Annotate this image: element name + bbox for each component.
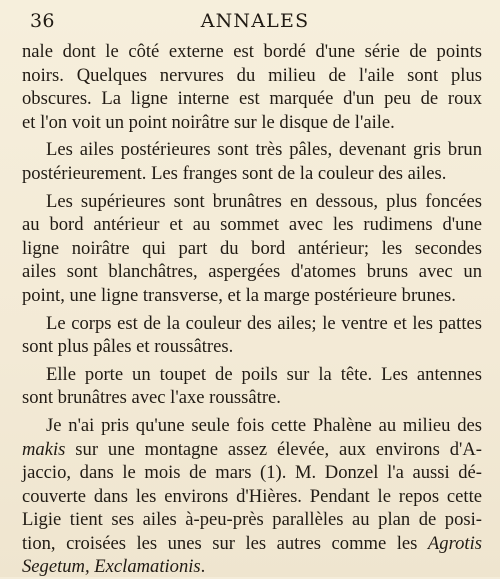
page-header xyxy=(30,10,480,32)
text-line: Je n'ai pris qu'une seule fois cette Phalène au milieu des xyxy=(46,414,482,436)
text-line: Elle porte un toupet de poils sur la tête. Les antennes xyxy=(46,363,482,385)
paragraph-1 xyxy=(22,40,482,134)
paragraph-3 xyxy=(22,190,482,308)
text-line: Le corps est de la couleur des ailes; le ventre et les pattes xyxy=(46,312,482,334)
paragraph-2 xyxy=(22,138,482,185)
text-line: nale dont le côté externe est bordé d'une série de points xyxy=(22,41,482,62)
paragraph-4 xyxy=(22,312,482,359)
paragraph-6 xyxy=(22,414,482,579)
running-title: ANNALES xyxy=(200,10,310,32)
text-line: ligne noirâtre qui part du bord antérieur; les secondes xyxy=(22,237,482,259)
text-line: au bord antérieur et au sommet avec les rudimens d'une xyxy=(22,214,482,236)
italic-term-agrotis: Agrotis xyxy=(427,532,482,554)
text-line xyxy=(22,555,482,579)
italic-term-segetum: Segetum, Exclamationis xyxy=(22,556,201,578)
text-line: noirs. Quelques nervures du milieu de l'aile sont plus xyxy=(22,64,482,86)
text-fragment: sur une montagne assez élevée, aux environs d'A- xyxy=(65,438,482,460)
text-line: sont brunâtres avec l'axe roussâtre. xyxy=(22,387,281,409)
text-line: Les ailes postérieures sont très pâles, devenant gris brun xyxy=(46,139,482,161)
text-line: Ligie tient ses ailes à-peu-près parallèles au plan de posi- xyxy=(22,509,482,531)
page-number: 36 xyxy=(30,10,55,32)
text-line xyxy=(22,438,482,462)
text-line xyxy=(22,532,482,556)
text-line: jaccio, dans le mois de mars (1). M. Donzel l'a aussi dé- xyxy=(22,462,482,484)
italic-term-makis: makis xyxy=(22,438,66,460)
text-line: sont plus pâles et roussâtres. xyxy=(22,336,234,358)
text-line: Les supérieures sont brunâtres en dessous, plus foncées xyxy=(46,190,482,212)
text-line: couverte dans les environs d'Hières. Pendant le repos cette xyxy=(22,485,482,507)
paragraph-5 xyxy=(22,363,482,410)
text-line: point, une ligne transverse, et la marge postérieure brunes. xyxy=(22,284,456,306)
text-fragment: . xyxy=(200,556,206,578)
text-line: obscures. La ligne interne est marquée d'un peu de roux xyxy=(22,88,482,110)
text-line: postérieurement. Les franges sont de la couleur des ailes. xyxy=(22,162,447,184)
body-text xyxy=(22,40,482,579)
text-fragment: tion, croisées les unes sur les autres comme les xyxy=(22,532,428,554)
text-line: et l'on voit un point noirâtre sur le disque de l'aile. xyxy=(22,111,395,133)
text-line: ailes sont blanchâtres, aspergées d'atomes bruns avec un xyxy=(22,261,482,283)
